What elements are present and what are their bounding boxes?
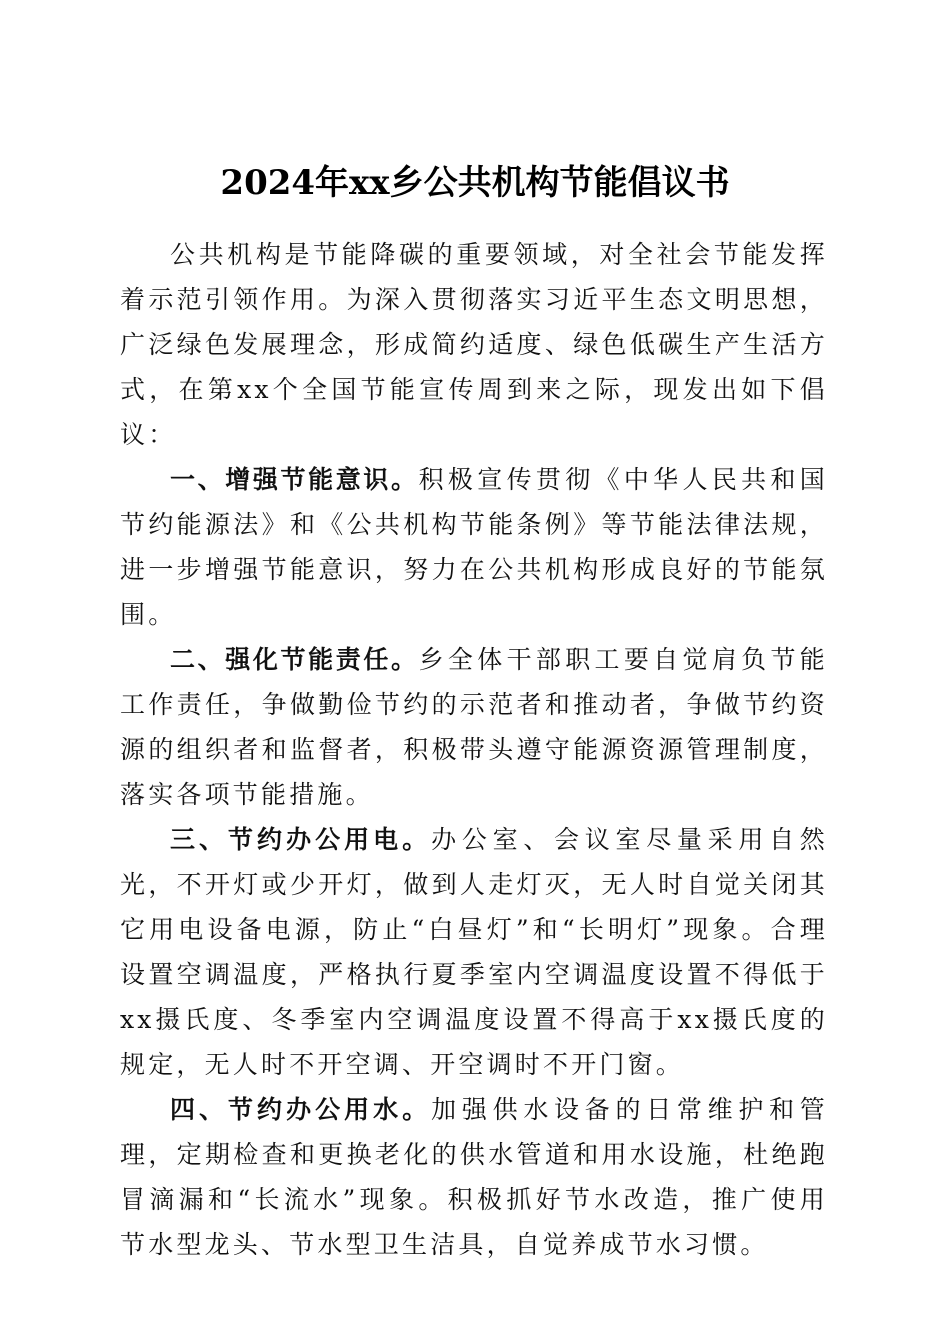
- section-text-4: 加强供水设备的日常维护和管理，定期检查和更换老化的供水管道和用水设施，杜绝跑冒滴漏和“长流水”现象。积极抓好节水改造，推广使用节水型龙头、节水型卫生洁具，自觉养成节水习惯。: [120, 1095, 828, 1259]
- section-paragraph-4: [120, 1087, 828, 1267]
- section-paragraph-3: [120, 817, 828, 1087]
- section-heading-4: 四、节约办公用水。: [170, 1095, 432, 1124]
- section-paragraph-2: [120, 637, 828, 817]
- document-body: [120, 232, 828, 1267]
- intro-paragraph: 公共机构是节能降碳的重要领域，对全社会节能发挥着示范引领作用。为深入贯彻落实习近平生态文明思想，广泛绿色发展理念，形成简约适度、绿色低碳生产生活方式，在第xx个全国节能宣传周到来之际，现发出如下倡议：: [120, 240, 828, 449]
- section-paragraph-1: [120, 457, 828, 637]
- document-title: 2024年xx乡公共机构节能倡议书: [220, 162, 730, 203]
- section-heading-3: 三、节约办公用电。: [170, 825, 432, 854]
- section-text-3: 办公室、会议室尽量采用自然光，不开灯或少开灯，做到人走灯灭，无人时自觉关闭其它用电设备电源，防止“白昼灯”和“长明灯”现象。合理设置空调温度，严格执行夏季室内空调温度设置不得低于xx摄氏度、冬季室内空调温度设置不得高于xx摄氏度的规定，无人时不开空调、开空调时不开门窗。: [120, 825, 828, 1079]
- section-heading-1: 一、增强节能意识。: [170, 465, 419, 494]
- section-text-1: 积极宣传贯彻《中华人民共和国节约能源法》和《公共机构节能条例》等节能法律法规，进一步增强节能意识，努力在公共机构形成良好的节能氛围。: [120, 465, 828, 629]
- section-text-2: 乡全体干部职工要自觉肩负节能工作责任，争做勤俭节约的示范者和推动者，争做节约资源的组织者和监督者，积极带头遵守能源资源管理制度，落实各项节能措施。: [120, 645, 828, 809]
- section-heading-2: 二、强化节能责任。: [170, 645, 419, 674]
